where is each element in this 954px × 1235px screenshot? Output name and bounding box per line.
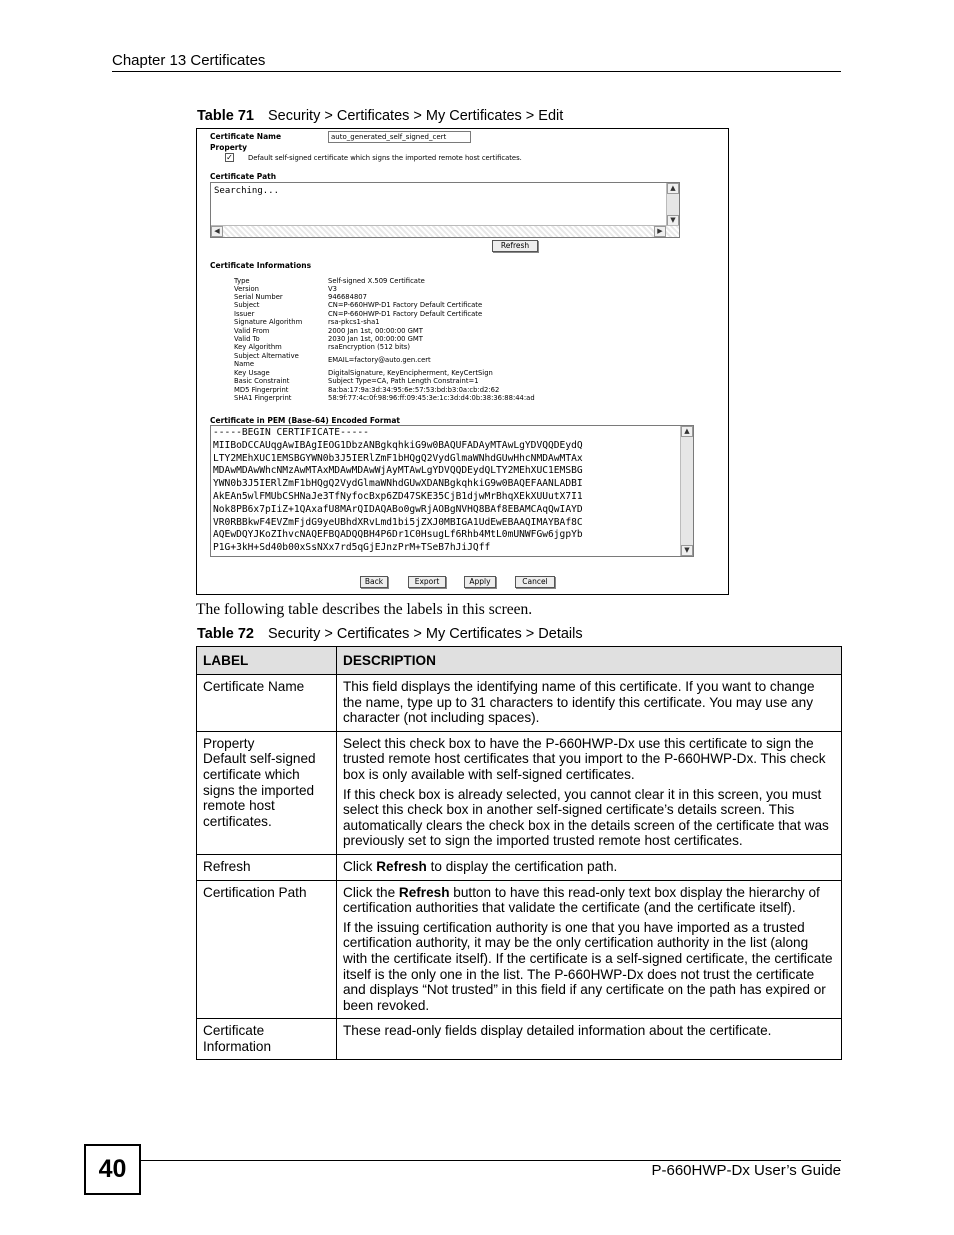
- pem-line: MIIBoDCCAUqgAwIBAgIEOG1DbzANBgkqhkiG9w0BAQUFADAyMTAwLgYDVQQDEydQ: [213, 439, 583, 451]
- default-self-signed-checkbox[interactable]: ✓: [226, 153, 233, 162]
- info-key: Subject: [234, 301, 260, 309]
- row-description: [337, 731, 842, 854]
- scroll-down-icon[interactable]: ▼: [667, 215, 679, 226]
- description-table: [196, 646, 842, 1060]
- info-key: Serial Number: [234, 293, 283, 301]
- info-value: V3: [328, 285, 337, 293]
- path-horizontal-scrollbar[interactable]: [211, 225, 679, 237]
- table-row: [197, 1019, 842, 1060]
- info-value: DigitalSignature, KeyEncipherment, KeyCertSign: [328, 369, 493, 377]
- cert-path-label: Certificate Path: [210, 172, 277, 181]
- cert-name-label: Certificate Name: [210, 132, 282, 141]
- scroll-up-icon[interactable]: ▲: [681, 426, 693, 437]
- info-key: SHA1 Fingerprint: [234, 394, 292, 402]
- info-value: 2000 Jan 1st, 00:00:00 GMT: [328, 327, 423, 335]
- table72-caption: [197, 626, 583, 642]
- row-label: Property Default self-signed certificate which signs the imported remote host certificates.: [197, 731, 337, 854]
- pem-line: P1G+3kH+Sd40b00xSsNXx7rd5qGjEJnzPrM+TSeB7hJiJQff: [213, 542, 491, 554]
- info-key: MD5 Fingerprint: [234, 386, 289, 394]
- export-button[interactable]: Export: [408, 576, 446, 588]
- cert-info-label: Certificate Informations: [210, 261, 312, 270]
- refresh-button[interactable]: Refresh: [492, 240, 538, 252]
- table71-label: Table 71: [197, 108, 254, 124]
- table-row: [197, 731, 842, 854]
- scroll-right-icon[interactable]: ▶: [654, 226, 666, 237]
- pem-line: AQEwDQYJKoZIhvcNAQEFBQADQQBH4P6Dr1C0HsugLf6Rhb4MtL0mUNWFGw6jgpYb: [213, 529, 583, 541]
- intro-paragraph: The following table describes the labels in this screen.: [196, 601, 533, 618]
- info-value: CN=P-660HWP-D1 Factory Default Certificate: [328, 310, 483, 318]
- pem-line: YWN0b3J5IERlZmF1bHQgQ2VydGlmaWNhdGUwXDANBgkqhkiG9w0BAQEFAANLADBI: [213, 478, 583, 490]
- info-value: CN=P-660HWP-D1 Factory Default Certificate: [328, 301, 483, 309]
- cert-name-input[interactable]: auto_generated_self_signed_cert: [328, 131, 471, 143]
- path-vertical-scrollbar[interactable]: [666, 183, 679, 226]
- scroll-left-icon[interactable]: ◀: [211, 226, 223, 237]
- table-row: [197, 675, 842, 732]
- info-value: Subject Type=CA, Path Length Constraint=1: [328, 377, 479, 385]
- info-value: rsa-pkcs1-sha1: [328, 318, 380, 326]
- info-value: 8a:ba:17:9a:3d:34:95:6e:57:53:bd:b3:0a:cb:d2:62: [328, 386, 500, 394]
- footer-divider: [141, 1160, 841, 1161]
- checkbox-label: Default self-signed certificate which signs the imported remote host certificates.: [248, 154, 522, 162]
- row-label: Refresh: [197, 854, 337, 880]
- chapter-header: Chapter 13 Certificates: [112, 52, 266, 69]
- info-key: Valid To: [234, 335, 260, 343]
- info-key: Basic Constraint: [234, 377, 290, 385]
- row-label: Certification Path: [197, 880, 337, 1019]
- page-number: 40: [84, 1144, 141, 1195]
- info-key: Valid From: [234, 327, 270, 335]
- table72-title: Security > Certificates > My Certificates > Details: [267, 626, 583, 642]
- row-description: [337, 854, 842, 880]
- info-value: rsaEncryption (512 bits): [328, 343, 410, 351]
- description-text: If this check box is already selected, you cannot clear it in this screen, you must select this check box in another self-signed certificate’s details screen. This automatically clears the check box in the details screen of the certificate that was previously set to sign the imported trusted remote host certificates.: [343, 786, 829, 849]
- row-description: [337, 1019, 842, 1060]
- row-label: Certificate Name: [197, 675, 337, 732]
- description-text: If the issuing certification authority is one that you have imported as a trusted certification authority, it may be the only certification authority in the list (along with the certificate itself). If the certificate is a self-signed certificate, the certificate itself is the only one in the list. The P-660HWP-Dx does not trust the certificate and displays “Not trusted” in this field if any certificate on the path has expired or been revoked.: [343, 919, 833, 1013]
- description-column-header: DESCRIPTION: [337, 647, 842, 675]
- pem-line: -----BEGIN CERTIFICATE-----: [213, 427, 369, 438]
- cancel-button[interactable]: Cancel: [515, 576, 555, 588]
- scroll-up-icon[interactable]: ▲: [667, 183, 679, 194]
- description-text: This field displays the identifying name of this certificate. If you want to change the name, type up to 31 characters to identify this certificate. You may use any character (not including spaces).: [343, 679, 815, 726]
- property-label: Property: [210, 143, 247, 152]
- table72-label: Table 72: [197, 626, 254, 642]
- info-value: 58:9f:77:4c:0f:98:96:ff:09:45:3e:1c:3d:d4:0b:38:36:88:44:ad: [328, 394, 535, 402]
- pem-textbox[interactable]: [210, 425, 694, 557]
- info-key: Version: [234, 285, 259, 293]
- pem-line: Nok8PB6x7pIiZ+1QAxafU8MArQIDAQABo0gwRjAOBgNVHQ8BAf8EBAMCAqQwIAYD: [213, 503, 583, 515]
- label-column-header: LABEL: [197, 647, 337, 675]
- header-divider: [112, 71, 841, 72]
- table-header-row: [197, 647, 842, 675]
- apply-button[interactable]: Apply: [464, 576, 496, 588]
- table71-caption: [197, 108, 563, 124]
- pem-vertical-scrollbar[interactable]: [680, 426, 693, 556]
- info-key: Key Usage: [234, 369, 270, 377]
- cert-path-textbox[interactable]: [210, 182, 680, 238]
- description-text: These read-only fields display detailed information about the certificate.: [343, 1023, 772, 1039]
- row-description: [337, 880, 842, 1019]
- certificate-edit-screenshot: [196, 128, 729, 595]
- pem-line: VR0RBBkwF4EVZmFjdG9yeUBhdXRvLmd1bi5jZXJ0MBIGA1UdEwEBAAQIMAYBAf8C: [213, 516, 583, 528]
- pem-line: LTY2MEhXUC1EMSBGYWN0b3J5IERlZmF1bHQgQ2VydGlmaWNhdGUwHhcNMDAwMTAx: [213, 452, 583, 464]
- pem-label: Certificate in PEM (Base-64) Encoded Format: [210, 416, 400, 425]
- info-key: Issuer: [234, 310, 255, 318]
- cert-path-text: Searching...: [214, 186, 280, 196]
- description-text: Select this check box to have the P-660HWP-Dx use this certificate to sign the trusted remote host certificates that you import to the P-660HWP-Dx. This check box is only available with self-signed certificates.: [343, 735, 826, 782]
- back-button[interactable]: Back: [360, 576, 388, 588]
- row-description: [337, 675, 842, 732]
- scroll-down-icon[interactable]: ▼: [681, 545, 693, 556]
- pem-line: MDAwMDAwWhcNMzAwMTAxMDAwMDAwWjAyMTAwLgYDVQQDEydQLTY2MEhXUC1EMSBG: [213, 465, 583, 477]
- info-value: EMAIL=factory@auto.gen.cert: [328, 356, 431, 364]
- pem-line: AkEAn5wlFMUbCSHNaJe3TfNyfocBxp6ZD47SKE35CjB1djwMrBhqXEkXUUutX7I1: [213, 491, 583, 502]
- description-text: Click Refresh to display the certification path.: [343, 858, 618, 874]
- info-key: Signature Algorithm: [234, 318, 303, 326]
- info-key: Type: [234, 277, 250, 285]
- info-value: 946684807: [328, 293, 367, 301]
- table71-title: Security > Certificates > My Certificates > Edit: [267, 108, 564, 124]
- table-row: [197, 854, 842, 880]
- description-text: Click the Refresh button to have this read-only text box display the hierarchy of certification authorities that validate the certificate (and the certificate itself).: [343, 884, 820, 916]
- guide-title: P-660HWP-Dx User’s Guide: [651, 1162, 841, 1179]
- info-key: Subject Alternative Name: [234, 352, 299, 368]
- row-label: Certificate Information: [197, 1019, 337, 1060]
- info-value: 2030 Jan 1st, 00:00:00 GMT: [328, 335, 423, 343]
- info-key: Key Algorithm: [234, 343, 282, 351]
- info-value: Self-signed X.509 Certificate: [328, 277, 425, 285]
- table-row: [197, 880, 842, 1019]
